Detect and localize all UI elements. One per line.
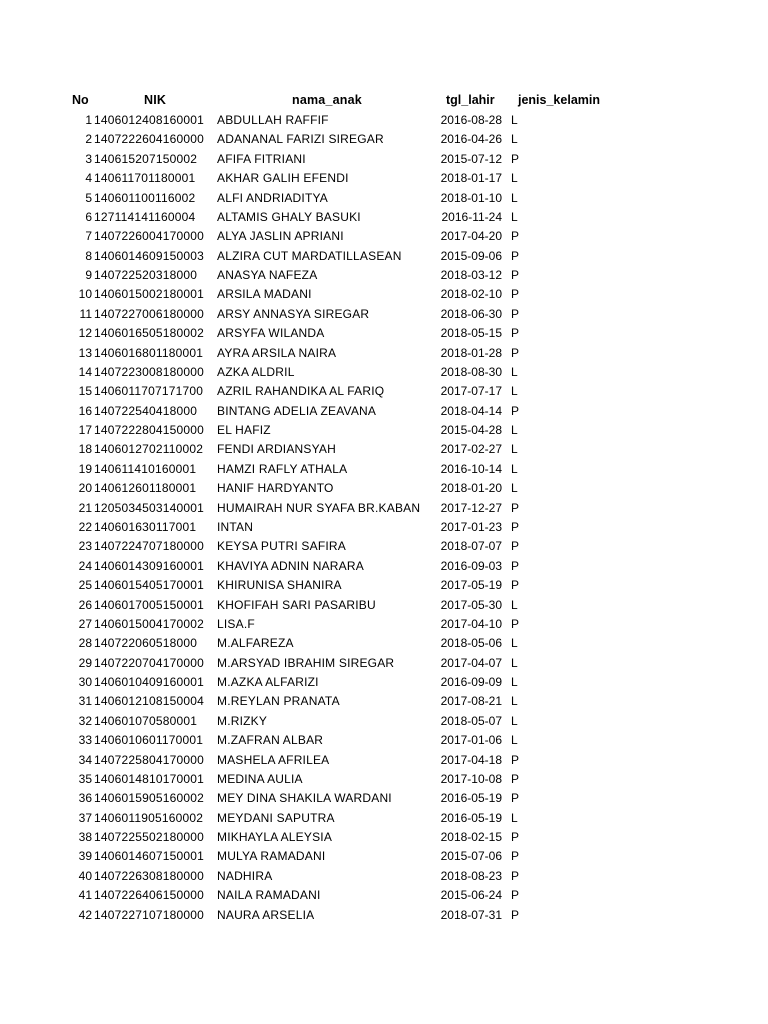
cell-no: 37 <box>78 811 92 825</box>
cell-nik: 140601100116002 <box>94 191 196 205</box>
table-row <box>0 460 768 479</box>
cell-nik: 1406015002180001 <box>94 287 204 301</box>
cell-jenis-kelamin: L <box>511 694 518 708</box>
cell-no: 26 <box>78 598 92 612</box>
cell-tgl-lahir: 2017-05-19 <box>440 578 502 592</box>
table-row <box>0 479 768 498</box>
cell-nama-anak: MEYDANI SAPUTRA <box>217 811 335 825</box>
cell-tgl-lahir: 2016-11-24 <box>441 210 502 224</box>
cell-tgl-lahir: 2018-02-10 <box>440 287 502 301</box>
cell-jenis-kelamin: P <box>511 307 520 321</box>
cell-jenis-kelamin: L <box>511 132 518 146</box>
cell-nama-anak: ADANANAL FARIZI SIREGAR <box>217 132 384 146</box>
cell-nama-anak: M.ARSYAD IBRAHIM SIREGAR <box>217 656 395 670</box>
cell-nik: 1406012702110002 <box>94 442 204 456</box>
cell-nama-anak: M.REYLAN PRANATA <box>217 694 340 708</box>
cell-nama-anak: ARSYFA WILANDA <box>217 326 325 340</box>
cell-jenis-kelamin: L <box>511 714 518 728</box>
cell-no: 21 <box>78 501 92 515</box>
cell-jenis-kelamin: P <box>511 539 520 553</box>
cell-jenis-kelamin: P <box>511 849 520 863</box>
cell-nama-anak: AYRA ARSILA NAIRA <box>217 346 337 360</box>
cell-jenis-kelamin: P <box>511 326 520 340</box>
cell-nama-anak: NAILA RAMADANI <box>217 888 321 902</box>
table-row <box>0 344 768 363</box>
cell-jenis-kelamin: L <box>511 656 518 670</box>
cell-no: 39 <box>78 849 92 863</box>
cell-nama-anak: ALTAMIS GHALY BASUKI <box>217 210 361 224</box>
cell-jenis-kelamin: P <box>511 249 520 263</box>
cell-jenis-kelamin: L <box>511 442 518 456</box>
cell-tgl-lahir: 2016-09-09 <box>440 675 502 689</box>
cell-nama-anak: AZKA ALDRIL <box>217 365 295 379</box>
cell-jenis-kelamin: P <box>511 753 520 767</box>
cell-no: 32 <box>78 714 92 728</box>
table-row <box>0 576 768 595</box>
cell-jenis-kelamin: L <box>511 733 518 747</box>
cell-jenis-kelamin: P <box>511 908 520 922</box>
cell-nik: 140615207150002 <box>94 152 198 166</box>
cell-tgl-lahir: 2016-09-03 <box>440 559 502 573</box>
cell-jenis-kelamin: P <box>511 346 520 360</box>
cell-no: 31 <box>78 694 92 708</box>
table-row <box>0 227 768 246</box>
table-row <box>0 770 768 789</box>
cell-tgl-lahir: 2016-05-19 <box>440 811 502 825</box>
table-row <box>0 305 768 324</box>
cell-nik: 1406011905160002 <box>94 811 204 825</box>
cell-tgl-lahir: 2016-05-19 <box>440 791 502 805</box>
table-row <box>0 150 768 169</box>
cell-nama-anak: INTAN <box>217 520 254 534</box>
cell-jenis-kelamin: L <box>511 675 518 689</box>
cell-no: 23 <box>78 539 92 553</box>
cell-nama-anak: FENDI ARDIANSYAH <box>217 442 336 456</box>
cell-nik: 140611410160001 <box>94 462 197 476</box>
cell-no: 12 <box>78 326 92 340</box>
table-row <box>0 266 768 285</box>
cell-tgl-lahir: 2017-04-18 <box>440 753 502 767</box>
cell-nik: 140722540418000 <box>94 404 198 418</box>
table-row <box>0 324 768 343</box>
cell-nik: 1407226308180000 <box>94 869 204 883</box>
table-row <box>0 789 768 808</box>
cell-nik: 1406015905160002 <box>94 791 204 805</box>
table-row <box>0 130 768 149</box>
cell-nik: 140612601180001 <box>94 481 197 495</box>
cell-tgl-lahir: 2017-12-27 <box>440 501 502 515</box>
cell-jenis-kelamin: L <box>511 423 518 437</box>
table-row <box>0 537 768 556</box>
cell-tgl-lahir: 2018-05-06 <box>440 636 502 650</box>
cell-nik: 1407225502180000 <box>94 830 204 844</box>
cell-nik: 1407226004170000 <box>94 229 204 243</box>
cell-jenis-kelamin: P <box>511 578 520 592</box>
cell-no: 41 <box>78 888 92 902</box>
cell-jenis-kelamin: P <box>511 772 520 786</box>
table-row <box>0 692 768 711</box>
cell-nama-anak: MULYA RAMADANI <box>217 849 326 863</box>
table-row <box>0 363 768 382</box>
cell-nama-anak: MASHELA AFRILEA <box>217 753 330 767</box>
table-row <box>0 654 768 673</box>
cell-no: 35 <box>78 772 92 786</box>
table-row <box>0 596 768 615</box>
cell-tgl-lahir: 2017-08-21 <box>440 694 502 708</box>
cell-nama-anak: ABDULLAH RAFFIF <box>217 113 329 127</box>
cell-jenis-kelamin: L <box>511 481 518 495</box>
cell-tgl-lahir: 2018-07-07 <box>440 539 502 553</box>
cell-nama-anak: HUMAIRAH NUR SYAFA BR.KABAN <box>217 501 421 515</box>
cell-nik: 1406014810170001 <box>94 772 204 786</box>
cell-no: 24 <box>78 559 92 573</box>
cell-tgl-lahir: 2017-02-27 <box>440 442 502 456</box>
cell-nik: 140611701180001 <box>94 171 196 185</box>
cell-nik: 1407222604160000 <box>94 132 204 146</box>
cell-no: 7 <box>85 229 92 243</box>
cell-jenis-kelamin: L <box>511 462 518 476</box>
cell-nama-anak: MIKHAYLA ALEYSIA <box>217 830 333 844</box>
cell-jenis-kelamin: P <box>511 152 520 166</box>
table-row <box>0 673 768 692</box>
cell-jenis-kelamin: L <box>511 210 518 224</box>
cell-tgl-lahir: 2018-01-17 <box>440 171 502 185</box>
cell-nik: 140722060518000 <box>94 636 198 650</box>
cell-jenis-kelamin: P <box>511 791 520 805</box>
table-row <box>0 518 768 537</box>
table-row <box>0 731 768 750</box>
cell-no: 28 <box>78 636 92 650</box>
cell-nama-anak: M.ZAFRAN ALBAR <box>217 733 324 747</box>
cell-nik: 1406014609150003 <box>94 249 204 263</box>
table-row <box>0 208 768 227</box>
cell-no: 13 <box>78 346 92 360</box>
cell-jenis-kelamin: L <box>511 598 518 612</box>
cell-tgl-lahir: 2018-08-23 <box>440 869 502 883</box>
table-row <box>0 828 768 847</box>
cell-no: 30 <box>78 675 92 689</box>
cell-tgl-lahir: 2016-04-26 <box>440 132 502 146</box>
cell-tgl-lahir: 2016-10-14 <box>440 462 502 476</box>
cell-nama-anak: ALZIRA CUT MARDATILLASEAN <box>217 249 402 263</box>
cell-tgl-lahir: 2016-08-28 <box>440 113 502 127</box>
cell-tgl-lahir: 2018-08-30 <box>440 365 502 379</box>
table-row <box>0 809 768 828</box>
table-row <box>0 634 768 653</box>
table-row <box>0 615 768 634</box>
cell-nik: 1407226406150000 <box>94 888 204 902</box>
cell-tgl-lahir: 2015-09-06 <box>440 249 502 263</box>
table-row <box>0 189 768 208</box>
table-row <box>0 440 768 459</box>
cell-tgl-lahir: 2017-04-07 <box>440 656 502 670</box>
cell-no: 34 <box>78 753 92 767</box>
cell-nik: 1407220704170000 <box>94 656 204 670</box>
cell-jenis-kelamin: P <box>511 287 520 301</box>
cell-no: 14 <box>78 365 92 379</box>
cell-tgl-lahir: 2015-07-06 <box>440 849 502 863</box>
cell-tgl-lahir: 2018-01-20 <box>440 481 502 495</box>
cell-nik: 1407224707180000 <box>94 539 204 553</box>
cell-jenis-kelamin: P <box>511 617 520 631</box>
cell-no: 1 <box>85 113 92 127</box>
cell-no: 22 <box>78 520 92 534</box>
cell-nik: 1406015004170002 <box>94 617 204 631</box>
table-row <box>0 421 768 440</box>
cell-jenis-kelamin: P <box>511 559 520 573</box>
cell-jenis-kelamin: P <box>511 268 520 282</box>
cell-nama-anak: KEYSA PUTRI SAFIRA <box>217 539 346 553</box>
cell-tgl-lahir: 2018-05-15 <box>440 326 502 340</box>
cell-nama-anak: LISA.F <box>217 617 255 631</box>
cell-tgl-lahir: 2017-07-17 <box>440 384 502 398</box>
cell-nik: 1406014309160001 <box>94 559 204 573</box>
cell-no: 4 <box>85 171 92 185</box>
table-row <box>0 285 768 304</box>
table-row <box>0 247 768 266</box>
cell-nik: 1407222804150000 <box>94 423 204 437</box>
cell-nik: 1407223008180000 <box>94 365 204 379</box>
table-row <box>0 751 768 770</box>
cell-nama-anak: KHAVIYA ADNIN NARARA <box>217 559 364 573</box>
cell-nik: 1407227107180000 <box>94 908 204 922</box>
cell-nama-anak: KHOFIFAH SARI PASARIBU <box>217 598 376 612</box>
cell-nik: 1406016801180001 <box>94 346 204 360</box>
table-row <box>0 712 768 731</box>
cell-nama-anak: ALFI ANDRIADITYA <box>217 191 329 205</box>
cell-nik: 1406015405170001 <box>94 578 204 592</box>
cell-tgl-lahir: 2018-01-28 <box>440 346 502 360</box>
cell-nama-anak: AZRIL RAHANDIKA AL FARIQ <box>217 384 385 398</box>
cell-no: 29 <box>78 656 92 670</box>
table-row <box>0 111 768 130</box>
cell-nama-anak: M.ALFAREZA <box>217 636 294 650</box>
cell-tgl-lahir: 2018-02-15 <box>440 830 502 844</box>
cell-tgl-lahir: 2018-03-12 <box>440 268 502 282</box>
cell-nik: 1205034503140001 <box>94 501 204 515</box>
cell-tgl-lahir: 2017-01-06 <box>440 733 502 747</box>
cell-jenis-kelamin: P <box>511 888 520 902</box>
cell-nama-anak: MEY DINA SHAKILA WARDANI <box>217 791 392 805</box>
cell-jenis-kelamin: P <box>511 229 520 243</box>
cell-nik: 140601070580001 <box>94 714 198 728</box>
table-row <box>0 382 768 401</box>
header-no: No <box>72 93 89 107</box>
cell-no: 20 <box>78 481 92 495</box>
cell-no: 40 <box>78 869 92 883</box>
cell-no: 25 <box>78 578 92 592</box>
cell-no: 18 <box>78 442 92 456</box>
cell-no: 36 <box>78 791 92 805</box>
cell-tgl-lahir: 2018-05-07 <box>440 714 502 728</box>
cell-tgl-lahir: 2017-04-10 <box>440 617 502 631</box>
cell-jenis-kelamin: P <box>511 404 520 418</box>
cell-nik: 140722520318000 <box>94 268 198 282</box>
cell-tgl-lahir: 2017-01-23 <box>440 520 502 534</box>
cell-no: 6 <box>85 210 92 224</box>
cell-nik: 1407225804170000 <box>94 753 204 767</box>
cell-tgl-lahir: 2017-04-20 <box>440 229 502 243</box>
cell-jenis-kelamin: L <box>511 811 518 825</box>
cell-tgl-lahir: 2018-01-10 <box>440 191 502 205</box>
cell-nama-anak: M.AZKA ALFARIZI <box>217 675 319 689</box>
table-row <box>0 499 768 518</box>
cell-nik: 1406010409160001 <box>94 675 204 689</box>
cell-tgl-lahir: 2018-07-31 <box>440 908 502 922</box>
cell-nama-anak: MEDINA AULIA <box>217 772 303 786</box>
table-row <box>0 906 768 925</box>
cell-no: 8 <box>85 249 92 263</box>
header-nik: NIK <box>144 93 167 107</box>
cell-no: 2 <box>85 132 92 146</box>
cell-jenis-kelamin: P <box>511 869 520 883</box>
cell-nama-anak: ARSILA MADANI <box>217 287 312 301</box>
cell-no: 11 <box>79 307 92 321</box>
cell-jenis-kelamin: L <box>511 191 518 205</box>
cell-tgl-lahir: 2017-05-30 <box>440 598 502 612</box>
cell-nama-anak: BINTANG ADELIA ZEAVANA <box>217 404 377 418</box>
cell-jenis-kelamin: L <box>511 384 518 398</box>
cell-nik: 127114141160004 <box>94 210 196 224</box>
cell-nik: 140601630117001 <box>94 520 197 534</box>
cell-nama-anak: AFIFA FITRIANI <box>217 152 306 166</box>
cell-nama-anak: AKHAR GALIH EFENDI <box>217 171 349 185</box>
table-row <box>0 557 768 576</box>
cell-nik: 1406011707171700 <box>94 384 204 398</box>
cell-no: 9 <box>85 268 92 282</box>
cell-nama-anak: ANASYA NAFEZA <box>217 268 318 282</box>
cell-jenis-kelamin: L <box>511 171 518 185</box>
cell-no: 5 <box>85 191 92 205</box>
cell-tgl-lahir: 2015-06-24 <box>440 888 502 902</box>
cell-tgl-lahir: 2018-06-30 <box>440 307 502 321</box>
cell-no: 10 <box>78 287 92 301</box>
cell-jenis-kelamin: P <box>511 830 520 844</box>
cell-no: 16 <box>78 404 92 418</box>
cell-nik: 1406017005150001 <box>94 598 204 612</box>
cell-no: 15 <box>78 384 92 398</box>
cell-nik: 1406010601170001 <box>94 733 204 747</box>
cell-nik: 1406012408160001 <box>94 113 204 127</box>
cell-jenis-kelamin: P <box>511 501 520 515</box>
cell-nama-anak: NAURA ARSELIA <box>217 908 315 922</box>
cell-no: 19 <box>78 462 92 476</box>
header-jenis-kelamin: jenis_kelamin <box>518 93 600 107</box>
cell-nik: 1406014607150001 <box>94 849 204 863</box>
header-nama-anak: nama_anak <box>292 93 362 107</box>
header-tgl-lahir: tgl_lahir <box>446 93 495 107</box>
cell-no: 33 <box>78 733 92 747</box>
cell-no: 17 <box>78 423 92 437</box>
cell-nik: 1406016505180002 <box>94 326 204 340</box>
table-row <box>0 847 768 866</box>
cell-nama-anak: EL HAFIZ <box>217 423 271 437</box>
cell-nama-anak: ALYA JASLIN APRIANI <box>217 229 344 243</box>
cell-nama-anak: HAMZI RAFLY ATHALA <box>217 462 348 476</box>
cell-no: 42 <box>78 908 92 922</box>
table-row <box>0 867 768 886</box>
cell-jenis-kelamin: L <box>511 365 518 379</box>
cell-tgl-lahir: 2018-04-14 <box>440 404 502 418</box>
cell-tgl-lahir: 2015-07-12 <box>440 152 502 166</box>
table-row <box>0 169 768 188</box>
cell-nama-anak: M.RIZKY <box>217 714 268 728</box>
cell-nama-anak: KHIRUNISA SHANIRA <box>217 578 342 592</box>
cell-nama-anak: NADHIRA <box>217 869 273 883</box>
cell-nik: 1406012108150004 <box>94 694 204 708</box>
header-row <box>0 91 768 110</box>
table-row <box>0 402 768 421</box>
cell-jenis-kelamin: L <box>511 113 518 127</box>
cell-nama-anak: HANIF HARDYANTO <box>217 481 334 495</box>
cell-no: 27 <box>78 617 92 631</box>
cell-jenis-kelamin: P <box>511 520 520 534</box>
cell-nik: 1407227006180000 <box>94 307 204 321</box>
cell-no: 38 <box>78 830 92 844</box>
cell-nama-anak: ARSY ANNASYA SIREGAR <box>217 307 370 321</box>
cell-jenis-kelamin: L <box>511 636 518 650</box>
table-row <box>0 886 768 905</box>
cell-tgl-lahir: 2017-10-08 <box>440 772 502 786</box>
cell-tgl-lahir: 2015-04-28 <box>440 423 502 437</box>
cell-no: 3 <box>85 152 92 166</box>
